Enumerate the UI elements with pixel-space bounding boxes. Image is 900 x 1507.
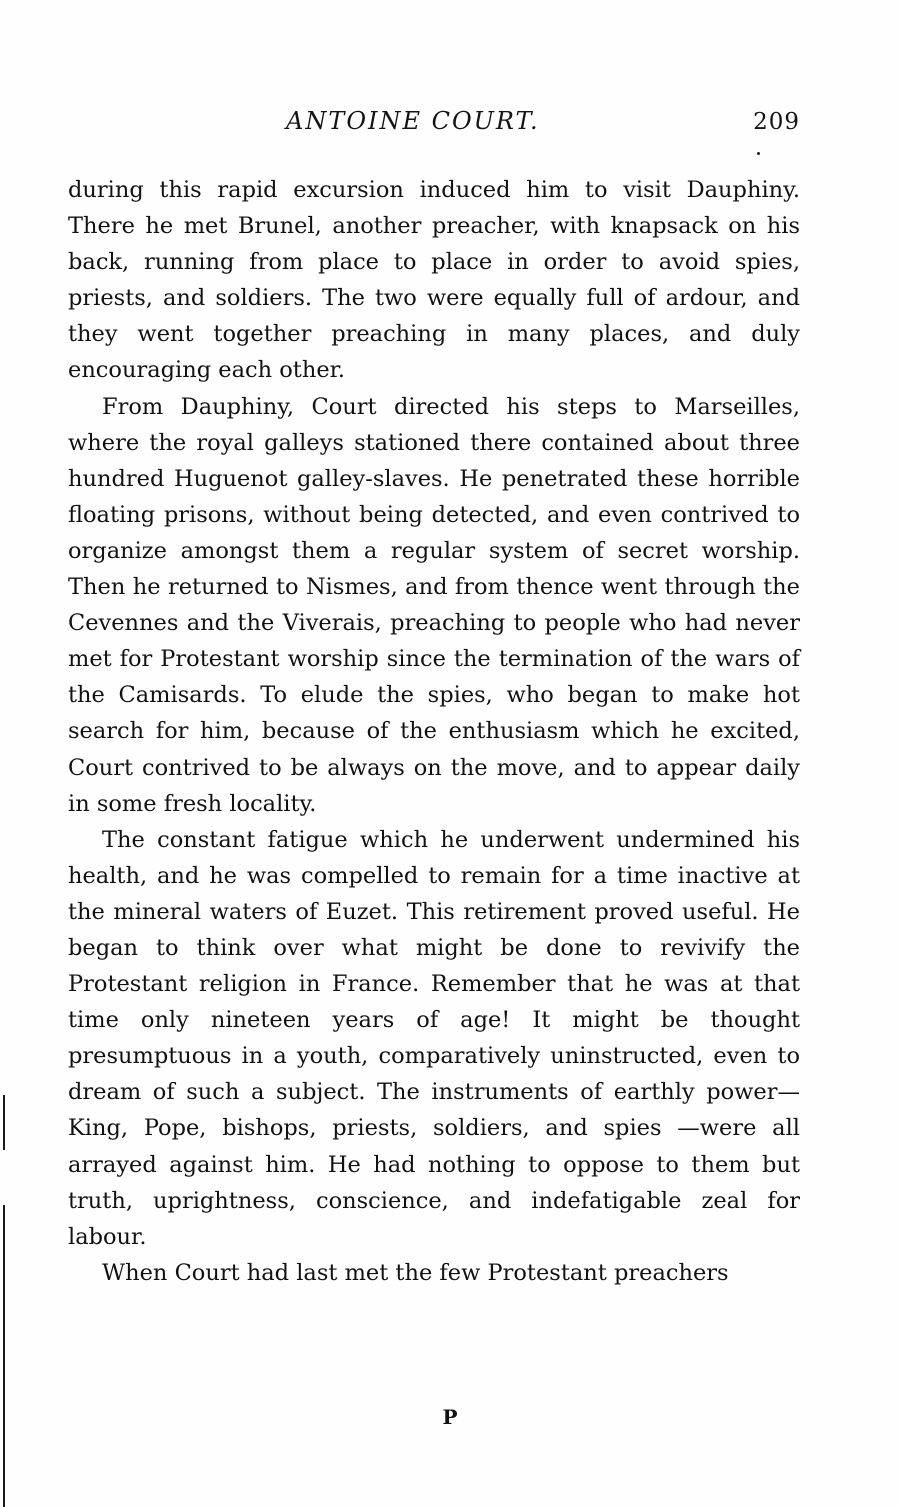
running-title: ANTOINE COURT. — [286, 107, 540, 135]
margin-scan-line — [3, 1205, 5, 1507]
paragraph: From Dauphiny, Court directed his steps to Marseilles, where the royal galleys stationed there contained about three hundred Huguenot galley-slaves. He penetrated these horrible floating prisons, without being detected, and even contrived to organize amongst them a regular system of secret worship. Then he returned to Nismes, and from thence went through the Cevennes and the Viverais, preaching to people who had never met for Protestant worship since the termination of the wars of the Camisards. To elude the spies, who began to make hot search for him, because of the enthusiasm which he excited, Court contrived to be always on the move, and to appear daily in some fresh locality. — [68, 393, 800, 817]
paragraph: The constant fatigue which he underwent undermined his health, and he was compelled to remain for a time inactive at the mineral waters of Euzet. This retirement proved useful. He began to think over what might be done to revivify the Protestant religion in France. Remember that he was at that time only nineteen years of age! It might be thought presumptuous in a youth, comparatively uninstructed, even to dream of such a subject. The instruments of earthly power—King, Pope, bishops, priests, soldiers, and spies —were all arrayed against him. He had nothing to oppose to them but truth, uprightness, conscience, and indefatigable zeal for labour. — [68, 826, 800, 1250]
paragraph: When Court had last met the few Protestant preachers — [102, 1259, 729, 1286]
signature-mark: P — [442, 1405, 458, 1429]
running-header — [68, 107, 800, 143]
body-text — [68, 172, 800, 1291]
page-number: 209 — [753, 109, 800, 135]
printer-dot — [757, 152, 760, 155]
paragraph: during this rapid excursion induced him to visit Dauphiny. There he met Brunel, another preacher, with knapsack on his back, running from place to place in order to avoid spies, priests, and soldiers. The two were equally full of ardour, and they went together preaching in many places, and duly encouraging each other. — [68, 177, 800, 384]
margin-scan-line — [3, 1095, 5, 1150]
